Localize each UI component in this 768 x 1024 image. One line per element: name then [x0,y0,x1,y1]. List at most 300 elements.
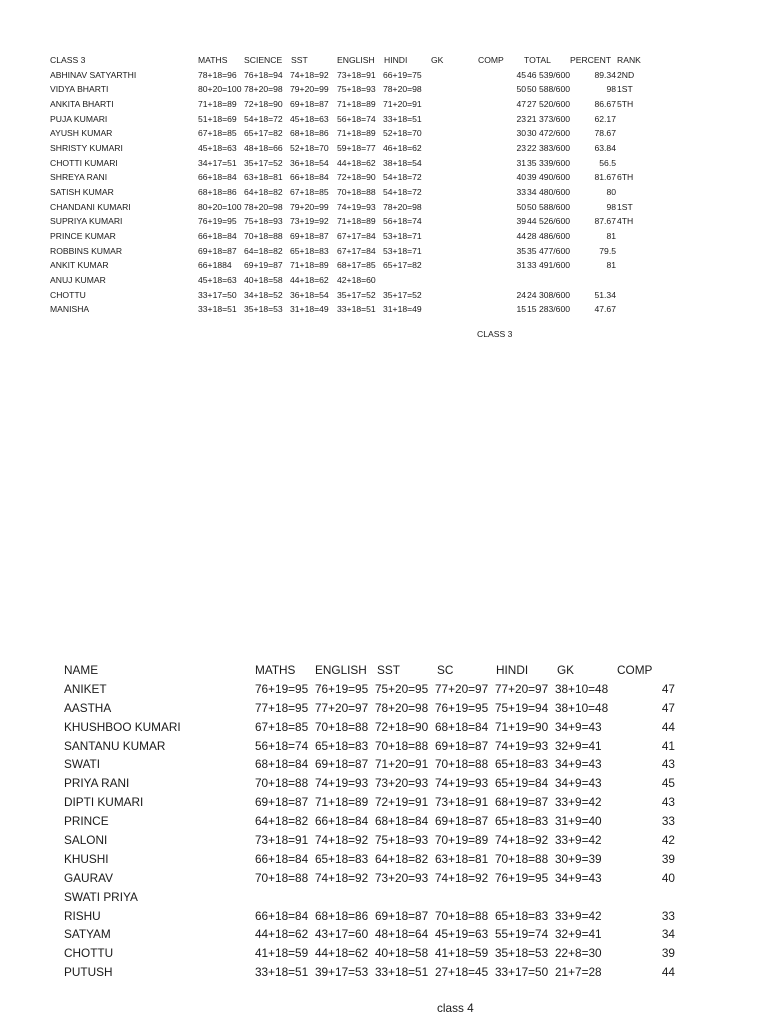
cell-science: 48+18=66 [244,142,283,153]
cell-sc: 27+18=45 [435,965,489,980]
cell-sst: 36+18=54 [290,289,329,300]
cell-science: 69+19=87 [244,260,283,271]
cell-total: 35 477/600 [527,245,571,256]
cell-english: 65+18=83 [315,851,369,866]
cell-comp: 39 [661,946,675,961]
cell-comp: 50 [516,201,526,212]
cell-sst: 72+19=91 [375,795,429,810]
cell-hindi: 65+18=83 [495,757,549,772]
table-row [50,200,710,215]
cell-name: GAURAV [64,870,113,885]
cell-maths: 67+18=85 [255,719,309,734]
table-row [64,944,704,963]
cell-sst: 73+20=93 [375,776,429,791]
cell-hindi: 55+19=74 [495,927,549,942]
cell-name: VIDYA BHARTI [50,84,109,95]
cell-percent: 80 [606,186,616,197]
cell-name: CHOTTI KUMARI [50,157,118,168]
cell-english: 66+18=84 [315,814,369,829]
cell-comp: 31 [516,157,526,168]
cell-name: CHANDANI KUMARI [50,201,131,212]
cell-hindi: 65+18=83 [495,908,549,923]
cell-rank: 6TH [617,172,634,183]
cell-science: 34+18=52 [244,289,283,300]
cell-percent: 81 [606,230,616,241]
table-row [50,273,710,288]
cell-name: PUJA KUMARI [50,113,108,124]
cell-name: SALONI [64,833,108,848]
cell-comp: 34 [661,927,675,942]
cell-comp: 44 [661,965,675,980]
cell-sst: 65+18=83 [290,245,329,256]
cell-hindi: 70+18=88 [495,851,549,866]
table-row [64,699,704,718]
cell-maths: 78+18=96 [198,69,237,80]
cell-percent: 86.67 [594,98,616,109]
cell-english: 74+18=92 [315,833,369,848]
cell-english: 67+17=84 [337,230,376,241]
table-row [50,244,710,259]
cell-gk: 33+9=42 [555,795,602,810]
cell-sst: 71+18=89 [290,260,329,271]
cell-name: ANKIT KUMAR [50,260,109,271]
cell-gk: 21+7=28 [555,965,602,980]
cell-sst: 68+18=86 [290,128,329,139]
cell-maths: 33+18=51 [198,304,237,315]
cell-sst: 69+18=87 [375,908,429,923]
cell-name: KHUSHBOO KUMARI [64,719,181,734]
header-maths: MATHS [255,663,296,677]
cell-gk: 34+9=43 [555,757,602,772]
table-row [50,68,710,83]
cell-name: AYUSH KUMAR [50,128,113,139]
cell-gk: 38+10=48 [555,681,609,696]
table-row [64,907,704,926]
cell-hindi: 56+18=74 [383,216,422,227]
cell-name: SWATI PRIYA [64,889,138,904]
cell-comp: 47 [661,681,675,696]
cell-sst: 69+18=87 [290,230,329,241]
class3-header-row [50,53,710,68]
cell-english: 56+18=74 [337,113,376,124]
cell-hindi: 54+18=72 [383,172,422,183]
cell-total: 27 520/600 [527,98,571,109]
cell-gk: 34+9=43 [555,776,602,791]
cell-name: SHRISTY KUMARI [50,142,123,153]
cell-percent: 87.67 [594,216,616,227]
header-english: ENGLISH [315,663,367,677]
cell-hindi: 52+18=70 [383,128,422,139]
cell-total: 33 491/600 [527,260,571,271]
cell-sst: 72+18=90 [375,719,429,734]
class3-title-cell: CLASS 3 [50,55,86,65]
table-row [50,258,710,273]
cell-name: ABHINAV SATYARTHI [50,69,137,80]
cell-hindi: 53+18=71 [383,245,422,256]
header-gk: GK [431,55,444,65]
cell-hindi: 65+18=83 [495,814,549,829]
class3-table [50,53,710,317]
cell-comp: 50 [516,84,526,95]
cell-science: 76+18=94 [244,69,283,80]
cell-maths: 67+18=85 [198,128,237,139]
cell-sc: 74+18=92 [435,870,489,885]
cell-english: 75+18=93 [337,84,376,95]
cell-percent: 79.5 [599,245,616,256]
cell-total: 44 526/600 [527,216,571,227]
cell-sst: 78+20=98 [375,700,429,715]
cell-name: SUPRIYA KUMARI [50,216,123,227]
cell-total: 34 480/600 [527,186,571,197]
cell-sst: 52+18=70 [290,142,329,153]
cell-science: 40+18=58 [244,274,283,285]
cell-gk: 38+10=48 [555,700,609,715]
cell-english: 74+19=93 [337,201,376,212]
cell-maths: 68+18=86 [198,186,237,197]
table-row [50,214,710,229]
cell-gk: 30+9=39 [555,851,602,866]
cell-comp: 42 [661,833,675,848]
cell-sc: 70+18=88 [435,908,489,923]
cell-hindi: 33+17=50 [495,965,549,980]
cell-sc: 41+18=59 [435,946,489,961]
cell-english: 39+17=53 [315,965,369,980]
cell-name: CHOTTU [50,289,86,300]
cell-sst: 74+18=92 [290,69,329,80]
table-row [64,831,704,850]
cell-sst: 75+20=95 [375,681,429,696]
cell-hindi: 75+19=94 [495,700,549,715]
cell-english: 35+17=52 [337,289,376,300]
cell-science: 78+20=98 [244,84,283,95]
cell-rank: 5TH [617,98,634,109]
cell-total: 21 373/600 [527,113,571,124]
cell-comp: 33 [661,908,675,923]
cell-hindi: 33+18=51 [383,113,422,124]
cell-hindi: 74+18=92 [495,833,549,848]
table-row [50,185,710,200]
cell-sst: 48+18=64 [375,927,429,942]
cell-gk: 22+8=30 [555,946,602,961]
cell-maths: 69+18=87 [198,245,237,256]
cell-maths: 51+18=69 [198,113,237,124]
table-row [50,288,710,303]
cell-maths: 70+18=88 [255,870,309,885]
cell-english: 69+18=87 [315,757,369,772]
cell-sst: 79+20=99 [290,201,329,212]
cell-name: PRINCE KUMAR [50,230,116,241]
header-name: NAME [64,663,99,677]
cell-maths: 68+18=84 [255,757,309,772]
cell-science: 78+20=98 [244,201,283,212]
table-row [50,97,710,112]
table-row [50,141,710,156]
cell-sst: 75+18=93 [375,833,429,848]
class3-caption: CLASS 3 [477,329,513,339]
cell-hindi: 35+18=53 [495,946,549,961]
cell-name: SHREYA RANI [50,172,108,183]
cell-hindi: 54+18=72 [383,186,422,197]
cell-maths: 77+18=95 [255,700,309,715]
cell-rank: 1ST [617,84,633,95]
cell-science: 64=18=82 [244,245,283,256]
cell-english: 44+18=62 [337,157,376,168]
cell-maths: 45+18=63 [198,274,237,285]
cell-maths: 71+18=89 [198,98,237,109]
cell-comp: 45 [516,69,526,80]
cell-sc: 73+18=91 [435,795,489,810]
cell-hindi: 65+17=82 [383,260,422,271]
cell-hindi: 74+19=93 [495,738,549,753]
cell-maths: 80+20=100 [198,201,242,212]
cell-gk: 32+9=41 [555,738,602,753]
table-row [50,112,710,127]
cell-name: ANUJ KUMAR [50,274,106,285]
cell-gk: 33+9=42 [555,833,602,848]
cell-maths: 64+18=82 [255,814,309,829]
cell-comp: 44 [516,230,526,241]
class4-header-row [64,661,704,680]
cell-name: PRINCE [64,814,109,829]
cell-english: 67+17=84 [337,245,376,256]
cell-comp: 45 [661,776,675,791]
cell-sst: 67+18=85 [290,186,329,197]
cell-sst: 33+18=51 [375,965,429,980]
header-percent: PERCENT [570,55,612,65]
cell-sst: 71+20=91 [375,757,429,772]
header-sst: SST [377,663,400,677]
cell-name: SWATI [64,757,101,772]
cell-comp: 30 [516,128,526,139]
cell-sst: 79+20=99 [290,84,329,95]
header-comp: COMP [478,55,504,65]
cell-english: 71+18=89 [315,795,369,810]
table-row [64,925,704,944]
cell-total: 46 539/600 [527,69,571,80]
cell-english: 76+19=95 [315,681,369,696]
cell-maths: 66+1884 [198,260,232,271]
class4-body [64,680,704,982]
header-sc: SC [437,663,454,677]
cell-sc: 69+18=87 [435,814,489,829]
cell-percent: 51.34 [594,289,616,300]
cell-hindi: 76+19=95 [495,870,549,885]
cell-comp: 23 [516,142,526,153]
cell-name: ANKITA BHARTI [50,98,114,109]
cell-english: 68+18=86 [315,908,369,923]
cell-sst: 66+18=84 [290,172,329,183]
cell-percent: 98 [606,84,616,95]
header-gk: GK [557,663,575,677]
table-row [64,812,704,831]
cell-english: 74+19=93 [315,776,369,791]
cell-sc: 70+18=88 [435,757,489,772]
cell-hindi: 65+19=84 [495,776,549,791]
cell-sst: 36+18=54 [290,157,329,168]
cell-english: 68+17=85 [337,260,376,271]
table-row [50,170,710,185]
table-row [64,718,704,737]
cell-percent: 62.17 [594,113,616,124]
table-row [64,755,704,774]
header-maths: MATHS [198,55,228,65]
cell-gk: 32+9=41 [555,927,602,942]
cell-sst: 68+18=84 [375,814,429,829]
cell-maths: 66+18=84 [198,230,237,241]
cell-maths: 41+18=59 [255,946,309,961]
cell-hindi: 53+18=71 [383,230,422,241]
cell-english: 43+17=60 [315,927,369,942]
cell-percent: 47.67 [594,304,616,315]
cell-gk: 33+9=42 [555,908,602,923]
cell-maths: 44+18=62 [255,927,309,942]
cell-science: 35+18=53 [244,304,283,315]
cell-maths: 80+20=100 [198,84,242,95]
cell-maths: 69+18=87 [255,795,309,810]
cell-sc: 68+18=84 [435,719,489,734]
cell-english: 71+18=89 [337,128,376,139]
header-total: TOTAL [524,55,551,65]
cell-english: 70+18=88 [337,186,376,197]
table-row [64,869,704,888]
cell-science: 72+18=90 [244,98,283,109]
cell-english: 33+18=51 [337,304,376,315]
cell-sc: 76+19=95 [435,700,489,715]
cell-hindi: 46+18=62 [383,142,422,153]
header-english: ENGLISH [337,55,375,65]
cell-comp: 33 [661,814,675,829]
cell-hindi: 35+17=52 [383,289,422,300]
cell-rank: 1ST [617,201,633,212]
cell-name: AASTHA [64,700,112,715]
cell-maths: 73+18=91 [255,833,309,848]
cell-name: RISHU [64,908,101,923]
cell-rank: 2ND [617,69,635,80]
class4-caption: class 4 [437,1001,474,1015]
cell-english: 59+18=77 [337,142,376,153]
table-row [50,156,710,171]
cell-total: 15 283/600 [527,304,571,315]
cell-name: MANISHA [50,304,90,315]
cell-maths: 33+17=50 [198,289,237,300]
cell-maths: 76+19=95 [255,681,309,696]
cell-english: 73+18=91 [337,69,376,80]
cell-sst: 44+18=62 [290,274,329,285]
table-row [50,229,710,244]
cell-science: 64+18=82 [244,186,283,197]
cell-rank: 4TH [617,216,634,227]
cell-comp: 35 [516,245,526,256]
cell-maths: 66+18=84 [198,172,237,183]
cell-comp: 33 [516,186,526,197]
cell-science: 65+17=82 [244,128,283,139]
cell-science: 75+18=93 [244,216,283,227]
cell-comp: 44 [661,719,675,734]
cell-sc: 63+18=81 [435,851,489,866]
cell-comp: 43 [661,795,675,810]
cell-total: 35 339/600 [527,157,571,168]
cell-english: 65+18=83 [315,738,369,753]
cell-percent: 63.84 [594,142,616,153]
cell-comp: 15 [516,304,526,315]
cell-maths: 70+18=88 [255,776,309,791]
table-row [64,888,704,907]
table-row [64,774,704,793]
cell-sc: 45+19=63 [435,927,489,942]
cell-comp: 40 [516,172,526,183]
cell-hindi: 38+18=54 [383,157,422,168]
cell-name: PUTUSH [64,965,113,980]
cell-total: 22 383/600 [527,142,571,153]
cell-english: 44+18=62 [315,946,369,961]
table-row [50,126,710,141]
table-row [64,680,704,699]
cell-percent: 98 [606,201,616,212]
header-sst: SST [291,55,308,65]
header-hindi: HINDI [384,55,408,65]
cell-total: 24 308/600 [527,289,571,300]
cell-sc: 69+18=87 [435,738,489,753]
cell-percent: 81 [606,260,616,271]
cell-name: ROBBINS KUMAR [50,245,123,256]
header-hindi: HINDI [496,663,529,677]
cell-name: DIPTI KUMARI [64,795,144,810]
cell-sc: 77+20=97 [435,681,489,696]
cell-name: KHUSHI [64,851,109,866]
cell-science: 70+18=88 [244,230,283,241]
cell-english: 77+20=97 [315,700,369,715]
cell-name: SANTANU KUMAR [64,738,166,753]
cell-hindi: 66+19=75 [383,69,422,80]
cell-hindi: 78+20=98 [383,201,422,212]
cell-english: 72+18=90 [337,172,376,183]
cell-sst: 73+19=92 [290,216,329,227]
cell-percent: 81.67 [594,172,616,183]
cell-comp: 23 [516,113,526,124]
table-row [64,793,704,812]
cell-science: 63+18=81 [244,172,283,183]
cell-maths: 66+18=84 [255,908,309,923]
cell-name: PRIYA RANI [64,776,130,791]
cell-total: 30 472/600 [527,128,571,139]
cell-total: 50 588/600 [527,84,571,95]
cell-english: 70+18=88 [315,719,369,734]
class3-body [50,68,710,317]
table-row [64,963,704,982]
cell-name: ANIKET [64,681,107,696]
cell-maths: 34+17=51 [198,157,237,168]
cell-hindi: 71+20=91 [383,98,422,109]
class4-table [64,661,704,982]
cell-sst: 40+18=58 [375,946,429,961]
cell-sst: 69+18=87 [290,98,329,109]
cell-gk: 31+9=40 [555,814,602,829]
header-science: SCIENCE [244,55,283,65]
cell-total: 28 486/600 [527,230,571,241]
cell-hindi: 78+20=98 [383,84,422,95]
cell-percent: 89.34 [594,69,616,80]
cell-sst: 31+18=49 [290,304,329,315]
cell-comp: 31 [516,260,526,271]
cell-hindi: 68+19=87 [495,795,549,810]
cell-total: 39 490/600 [527,172,571,183]
cell-hindi: 77+20=97 [495,681,549,696]
cell-sst: 45+18=63 [290,113,329,124]
cell-comp: 43 [661,757,675,772]
table-row [64,737,704,756]
cell-percent: 56.5 [599,157,616,168]
cell-science: 35+17=52 [244,157,283,168]
